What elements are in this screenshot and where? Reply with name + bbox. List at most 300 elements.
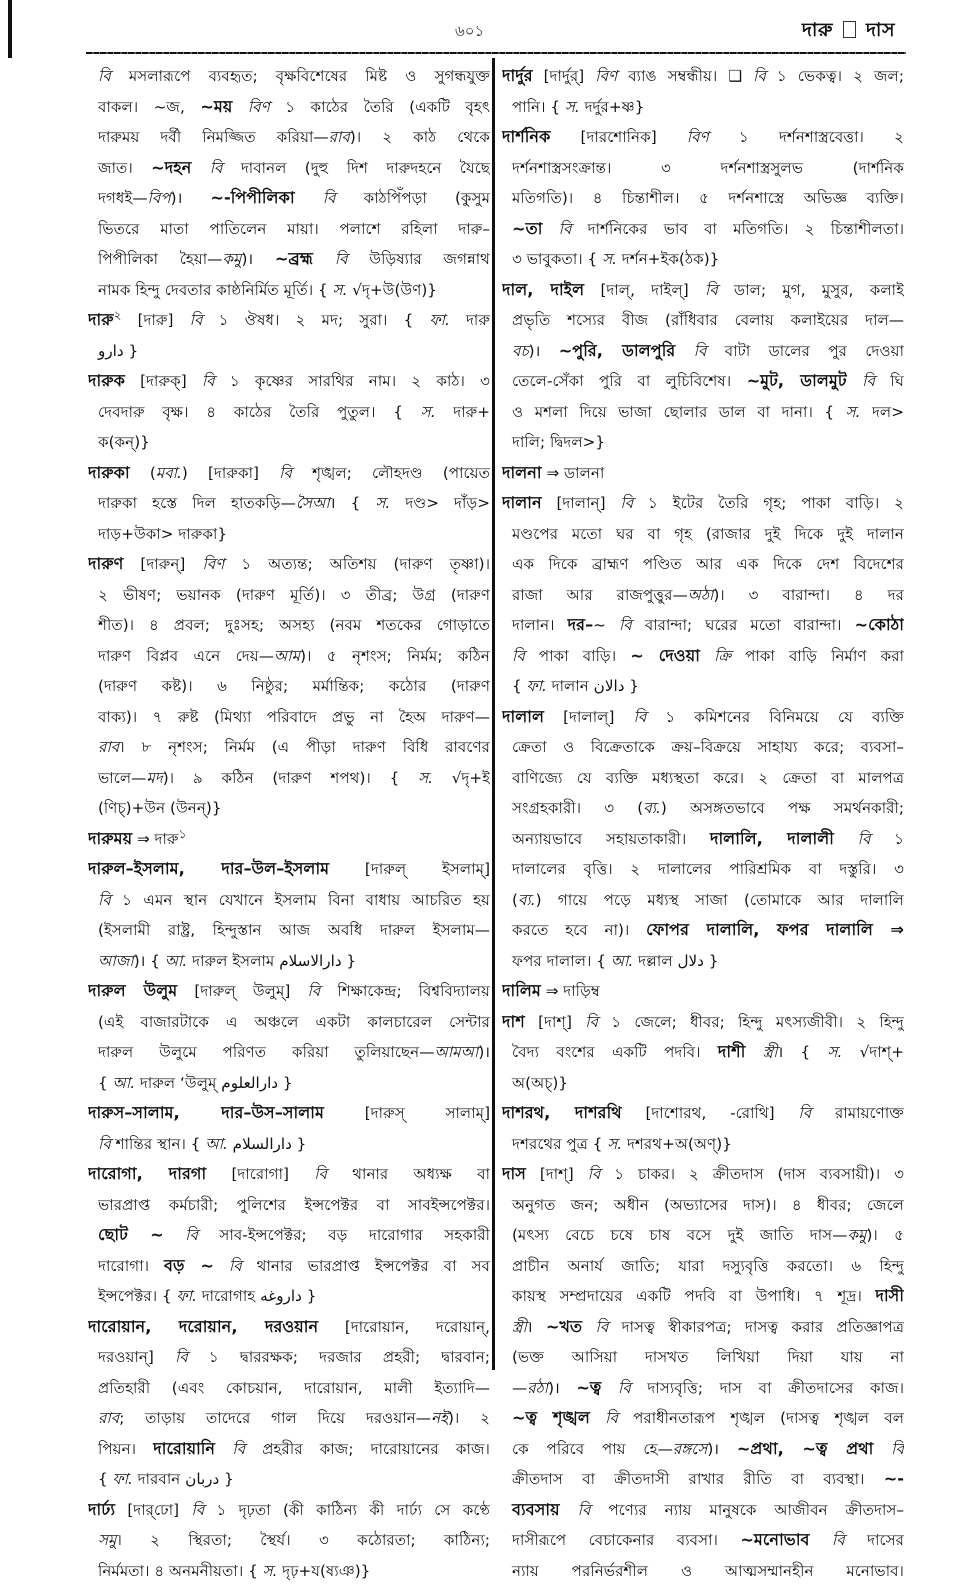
grammar-label: ফা. (429, 311, 466, 329)
dictionary-line (502, 61, 904, 92)
definition-text: দরওয়ান্] (98, 1348, 175, 1366)
grammar-label: আ. (611, 952, 638, 970)
definition-text: [দারশোনিক] (550, 128, 686, 146)
headword: দারুল–ইসলাম, দার–উল–ইসলাম (88, 859, 329, 878)
dictionary-line (88, 702, 490, 733)
headword: দারোগা, দারগা (88, 1164, 206, 1183)
definition-text: (দারুণ কষ্ট)। ৬ নিষ্ঠুর; মর্মান্তিক; কঠোর (দারুণ (98, 677, 490, 695)
dictionary-line (502, 427, 904, 458)
definition-text: )। ৫ নৃশংস; নির্মম; কঠিন (300, 647, 490, 665)
definition-text: মতিগতি)। ৪ চিন্তাশীল। ৫ দর্শনশাস্ত্রে অভিজ্ঞ ব্যক্তি। (512, 189, 904, 207)
dictionary-line (502, 458, 904, 489)
grammar-label: বি (847, 372, 891, 390)
dictionary-line (502, 610, 904, 641)
definition-text: ১ অত্যন্ত; অতিশয় (দারুণ তৃষ্ণা)। (241, 555, 490, 573)
guide-words (802, 16, 895, 48)
definition-text: দেবদারু বৃক্ষ। ৪ কাঠের তৈরি পুতুল। { (98, 403, 421, 421)
grammar-label: বি (620, 494, 648, 512)
grammar-label: বি (98, 1135, 116, 1153)
grammar-label: স. (263, 1562, 283, 1580)
definition-text: [দারোয়ান, দরোয়ান্, (318, 1318, 490, 1336)
definition-text: দারুময় দর্বী নিমজ্জিত করিয়া— (98, 128, 329, 146)
definition-text: ৩ ভাবুকতা। { (512, 250, 602, 268)
dictionary-line (502, 519, 904, 550)
definition-text: ক্রেতা ও বিক্রেতাকে ক্রয়–বিক্রয়ে সাহায্য করে; ব্যবসা– (512, 738, 904, 756)
definition-text: ⇒ দারু (132, 830, 178, 848)
grammar-label: আ. (205, 1135, 232, 1153)
definition-text: ১ ইটের তৈরি গৃহ; পাকা বাড়ি। ২ (648, 494, 904, 512)
grammar-label: স. (375, 494, 405, 512)
grammar-label: অঠা (688, 586, 714, 604)
headword: ~ত্ব শৃঙ্খল (512, 1408, 590, 1427)
definition-text: ১ দ্বাররক্ষক; দরজার প্রহরী; দ্বারবান; (209, 1348, 490, 1366)
grammar-label: রাব (98, 1409, 119, 1427)
headword: দাশরথ, দাশরথি (502, 1103, 622, 1122)
definition-text: دارالسلام } (233, 1135, 307, 1153)
dictionary-line (502, 122, 904, 153)
grammar-label: সমু (98, 1531, 116, 1549)
headword: ~দহন (151, 158, 191, 177)
dictionary-line (502, 1556, 904, 1586)
definition-text: ১ কমিশনের বিনিময়ে যে ব্যক্তি (665, 708, 904, 726)
definition-text: বাটা ডালের পুর দেওয়া (725, 342, 904, 360)
definition-text: دارو } (98, 342, 138, 360)
definition-text: শীত)। ৪ প্রবল; দুঃসহ; অসহ্য (নবম শতকের গোড়াতে (98, 616, 490, 634)
grammar-label: মদ (146, 769, 162, 787)
definition-text: √দৃ+উ(উণ)} (352, 281, 437, 299)
grammar-label: রাব (329, 128, 350, 146)
grammar-label: ফা. (527, 677, 552, 695)
definition-text: বারান্দা; ঘরের মতো বারান্দা। (645, 616, 855, 634)
definition-text: )। { (134, 952, 165, 970)
headword: ব্যবসায় (512, 1500, 560, 1519)
definition-text: দালান। (512, 616, 568, 634)
grammar-label: কমু (847, 1226, 866, 1244)
dictionary-line (502, 1342, 904, 1373)
headword: দার্শনিক (502, 127, 550, 146)
headword: দাস (502, 1164, 526, 1183)
dictionary-line (502, 1007, 904, 1038)
headword: দাল, দাইল (502, 280, 584, 299)
dictionary-line (88, 1342, 490, 1373)
definition-text: দাবানল (দুহু দিশ দারুদহনে যৈছে (241, 159, 490, 177)
definition-text: )। (478, 1043, 490, 1061)
headword: ~তা (512, 219, 542, 238)
definition-text: প্রভৃতি শস্যের বীজ (রাঁধিবার বেলায় কলাইয়ের দাল— (512, 311, 904, 329)
definition-text: ঘি (890, 372, 904, 390)
dictionary-line (502, 549, 904, 580)
dictionary-line (502, 336, 904, 367)
grammar-label: বি (295, 189, 364, 207)
definition-text: দালি; দ্বিদল>} (512, 433, 605, 451)
grammar-label: বি (314, 1165, 352, 1183)
grammar-label: বি (753, 67, 777, 85)
headword: দালান (502, 493, 542, 512)
definition-text: ১ কাঠের তৈরি (একটি বৃহৎ (285, 98, 490, 116)
grammar-label: বি (560, 1501, 609, 1519)
definition-text: [দালাল্] (544, 708, 633, 726)
definition-text: { (98, 1470, 113, 1488)
grammar-label: স্ত্রী (745, 1043, 777, 1061)
dictionary-line (88, 641, 490, 672)
guide-word-last: দাস (866, 19, 895, 41)
headword: দালিম (502, 981, 541, 1000)
headword: দাসী (875, 1286, 904, 1305)
definition-text: )। (529, 342, 559, 360)
dictionary-line (88, 336, 490, 367)
headword: ছোট ~ (98, 1225, 164, 1244)
definition-text: { (512, 677, 527, 695)
definition-text: ( (512, 891, 518, 909)
dictionary-line (502, 1525, 904, 1556)
dictionary-line (502, 702, 904, 733)
definition-text: দারুল ইসলাম دارالاسلام } (192, 952, 356, 970)
definition-text: [দারু] (121, 311, 189, 329)
grammar-label: নই (431, 1409, 448, 1427)
definition-text: দশরথ+অ(অণ্)} (627, 1135, 732, 1153)
headword: ~ময় (200, 97, 232, 116)
headword: দারোয়ান, দরোয়ান, দরওয়ান (88, 1317, 318, 1336)
dictionary-line (88, 366, 490, 397)
dictionary-line (88, 549, 490, 580)
grammar-label: ব্য. (518, 891, 536, 909)
grammar-label: বি (588, 1165, 615, 1183)
headword: ~পুরি, ডালপুরি (559, 341, 676, 360)
dictionary-line (88, 61, 490, 92)
dictionary-line (88, 885, 490, 916)
dictionary-line (88, 1037, 490, 1068)
definition-text: দাসত্ব স্বীকারপত্র; দাসত্ব করার প্রতিজ্ঞাপত্র (622, 1318, 904, 1336)
definition-text: ⇒ দাড়িম্ব (541, 982, 600, 1000)
dictionary-line (502, 915, 904, 946)
headword: দারুণ (88, 554, 123, 573)
definition-text: দারুকা হস্তে দিল হাতকড়ি— (98, 494, 296, 512)
definition-text: [দার্দুর্] (533, 67, 596, 85)
grammar-label: সৈআ (296, 494, 330, 512)
dictionary-line (502, 366, 904, 397)
headword: বড় ~ (164, 1256, 214, 1275)
grammar-label: আম (274, 647, 300, 665)
definition-text: [দাশ্] (525, 1013, 585, 1031)
dictionary-line (88, 1220, 490, 1251)
grammar-label: স. (846, 403, 872, 421)
definition-text: ১ কৃষ্ণের সারথির নাম। ২ কাঠ। ৩ (230, 372, 490, 390)
grammar-label: বিণ (202, 555, 241, 573)
definition-text: [দারুন্] (123, 555, 202, 573)
definition-text: )। (241, 250, 274, 268)
headword: ~- (884, 1469, 904, 1488)
definition-text: ভালে— (98, 769, 146, 787)
dictionary-line (502, 1373, 904, 1404)
definition-text: কায়স্থ সম্প্রদায়ের একটি পদবি বা উপাধি। ৭ শূদ্র। (512, 1287, 875, 1305)
homonym-number: ২ (114, 308, 122, 322)
definition-text: ১ দর্শনশাস্ত্রবেত্তা। ২ (739, 128, 904, 146)
grammar-label: বি (191, 1501, 216, 1519)
grammar-label: স. (607, 1135, 627, 1153)
dictionary-line (88, 1312, 490, 1343)
dictionary-line (502, 1098, 904, 1129)
definition-text: দারুল ‘উলুম্ دارالعلوم } (140, 1074, 293, 1092)
definition-text: নামক হিন্দু দেবতার কাষ্ঠনির্মিত মূর্তি। { (98, 281, 333, 299)
headword: ~ব্রহ্ম (275, 249, 313, 268)
definition-text: )। ৫ (866, 1226, 904, 1244)
dictionary-line (502, 641, 904, 672)
grammar-label: আজা (98, 952, 134, 970)
grammar-label: বি (202, 372, 230, 390)
header-rule (86, 52, 906, 54)
dictionary-line (88, 275, 490, 306)
definition-text: (ভক্ত আসিয়া দাসখত লিখিয়া দিয়া যায় না (512, 1348, 904, 1366)
definition-text: ১ এমন স্থান যেখানে ইসলাম বিনা বাধায় আচরিত হয় (122, 891, 490, 909)
definition-text: । ২ স্থিরতা; স্থৈর্য। ৩ কঠোরতা; কাঠিন্য; (116, 1531, 490, 1549)
grammar-label: বি (873, 1440, 904, 1458)
dictionary-line (88, 397, 490, 428)
grammar-label: স. (827, 1043, 859, 1061)
definition-text: থানার ভারপ্রাপ্ত ইন্সপেক্টর বা সব (257, 1257, 490, 1275)
dictionary-line (88, 488, 490, 519)
definition-text: ⇒ ডালনা (542, 464, 605, 482)
grammar-label: বি (279, 464, 312, 482)
headword: দারুক (88, 371, 125, 390)
grammar-label: বি (798, 1104, 835, 1122)
definition-text: দারুণ বিপ্লব এনে দেয়— (98, 647, 274, 665)
grammar-label: বিণ (687, 128, 739, 146)
dictionary-line (502, 1068, 904, 1099)
dictionary-line (502, 244, 904, 275)
dictionary-line (502, 275, 904, 306)
headword: দার্দুর (502, 66, 533, 85)
headword: দালাল (502, 707, 544, 726)
definition-text: পাকা বাড়ি। (539, 647, 630, 665)
definition-text: ) [দারুকা] (182, 464, 279, 482)
grammar-label: বি (164, 1226, 220, 1244)
definition-text: [দারুল্ উলুম্] (177, 982, 307, 1000)
grammar-label: মবা. (156, 464, 182, 482)
dictionary-line (88, 854, 490, 885)
grammar-label: স. (421, 403, 454, 421)
grammar-label: বি (675, 342, 724, 360)
definition-text: )। (171, 189, 211, 207)
dictionary-line (502, 153, 904, 184)
dictionary-line (88, 427, 490, 458)
dictionary-line (88, 671, 490, 702)
definition-text: নির্মমতা। ৪ অনমনীয়তা। { (98, 1562, 263, 1580)
headword: ~ত্ব (576, 1378, 601, 1397)
grammar-label: বিণ (232, 98, 285, 116)
dictionary-line (88, 1159, 490, 1190)
headword: ~কোঠা (855, 615, 905, 634)
dictionary-line (502, 824, 904, 855)
dictionary-line (88, 214, 490, 245)
definition-text: দল্লাল دلال } (638, 952, 718, 970)
dictionary-line (88, 458, 490, 489)
grammar-label: বি (582, 1318, 621, 1336)
definition-text: )। ২ কাঠ থেকে (350, 128, 490, 146)
headword: দারুল উলুম (88, 981, 177, 1000)
dictionary-line (88, 122, 490, 153)
definition-text: দালান دالان } (552, 677, 639, 695)
dictionary-line (502, 1464, 904, 1495)
dictionary-line (502, 580, 904, 611)
definition-text: অনুগত জন; অধীন (অভ্যাসের দাস)। ৪ ধীবর; জেলে (512, 1196, 904, 1214)
dictionary-line (88, 519, 490, 550)
dictionary-line (88, 946, 490, 977)
dictionary-line (88, 1434, 490, 1465)
definition-text: রাজা আর রাজপুত্তুর— (512, 586, 688, 604)
dictionary-line (88, 610, 490, 641)
grammar-label: বি (585, 1013, 611, 1031)
dictionary-line (502, 946, 904, 977)
definition-text: অ(অচ্)} (512, 1074, 568, 1092)
definition-text: ভিতরে মাতা পাতিলেন মায়া। পলাশে রহিলা দারু– (98, 220, 490, 238)
grammar-label: বচ (512, 342, 529, 360)
definition-text: পিপীলিকা হৈয়া— (98, 250, 222, 268)
definition-text: বাকল। ~জ, (98, 98, 200, 116)
right-column (502, 61, 904, 1586)
dictionary-line (502, 1281, 904, 1312)
definition-text: দারবান دربان } (138, 1470, 234, 1488)
headword: ~মুট, ডালমুট (747, 371, 847, 390)
definition-text: বাক্য)। ৭ রুষ্ট (মিথ্যা পরিবাদে প্রভু না হৈঅ দারুণ— (98, 708, 490, 726)
headword: দালালি, দালালী (710, 829, 834, 848)
grammar-label: বি (810, 1531, 868, 1549)
guide-word-first: দারু (802, 19, 833, 41)
grammar-label: ব্য. (643, 799, 661, 817)
definition-text: দারোগা। (98, 1257, 164, 1275)
headword: দারু (88, 310, 114, 329)
dictionary-line (502, 1251, 904, 1282)
grammar-label: আমআ (434, 1043, 478, 1061)
dictionary-line (88, 305, 490, 336)
definition-text: [দালান্] (542, 494, 621, 512)
definition-text: পরাধীনতারূপ শৃঙ্খল (দাসত্ব শৃঙ্খল বল (633, 1409, 904, 1427)
grammar-label: বি (512, 647, 539, 665)
definition-text: ; তাড়ায় তাদেরে গাল দিয়ে দরওয়ান— (119, 1409, 431, 1427)
definition-text: ১ (894, 830, 904, 848)
dictionary-line (88, 244, 490, 275)
dictionary-line (502, 1434, 904, 1465)
dictionary-line (502, 1312, 904, 1343)
definition-text: ১ চাকর। ২ ক্রীতদাস (দাস ব্যবসায়ী)। ৩ (614, 1165, 904, 1183)
grammar-label: বি (98, 67, 129, 85)
grammar-label: বিণ (595, 67, 628, 85)
definition-text: ব্যাঙ সম্বন্ধীয়। ❑ (628, 67, 753, 85)
definition-text: ফপর দালাল। { (512, 952, 611, 970)
dictionary-line (88, 1525, 490, 1556)
headword: দাশ (502, 1012, 525, 1031)
definition-text: মসলারূপে ব্যবহৃত; বৃক্ষবিশেষের মিষ্ট ও সুগন্ধযুক্ত (129, 67, 490, 85)
definition-text: প্রহরীর কাজ; দারোয়ানের কাজ। (262, 1440, 490, 1458)
definition-text: সাব-ইন্সপেক্টর; বড় দারোগার সহকারী (219, 1226, 490, 1244)
headword: ~প্রথা, ~ত্ব প্রথা (737, 1439, 874, 1458)
definition-text: ভারপ্রাপ্ত কর্মচারী; পুলিশের ইন্সপেক্টর বা সাবইন্সপেক্টর। (98, 1196, 490, 1214)
dictionary-line (88, 1464, 490, 1495)
definition-text: (এই বাজারটাকে এ অঞ্চলে একটা কালচারেল সেন্টার (98, 1013, 490, 1031)
definition-text: দল> (872, 403, 904, 421)
definition-text: ১ জেলে; ধীবর; হিন্দু মৎস্যজীবী। ২ হিন্দু (611, 1013, 904, 1031)
dictionary-line (88, 1556, 490, 1586)
dictionary-line (88, 915, 490, 946)
grammar-label: বি (313, 250, 369, 268)
dictionary-line (502, 885, 904, 916)
dictionary-line (502, 1190, 904, 1221)
definition-text: প্রাচীন অনার্য জাতি; যারা দস্যুবৃত্তি করতো। ৬ হিন্দু (512, 1257, 904, 1275)
dictionary-line (88, 183, 490, 214)
dictionary-line (88, 580, 490, 611)
definition-text: — (512, 1379, 527, 1397)
grammar-label: বি (190, 311, 219, 329)
definition-text: ১ ঔষধ। ২ মদ; সুরা। { (219, 311, 430, 329)
dictionary-line (502, 1129, 904, 1160)
dictionary-line (502, 183, 904, 214)
definition-text: কাঠপিঁপড়া (কুসুম (364, 189, 490, 207)
dictionary-line (502, 1403, 904, 1434)
definition-text: দাসীরূপে বেচাকেনার ব্যবসা। (512, 1531, 740, 1549)
grammar-label: ক্রি (700, 647, 745, 665)
definition-text: দাসের (867, 1531, 904, 1549)
grammar-label: ফা. (113, 1470, 138, 1488)
definition-text: [দার্‌ঢো] (115, 1501, 191, 1519)
definition-text: জাত। (98, 159, 151, 177)
grammar-label: স্ত্রী (512, 1318, 527, 1336)
dictionary-line (88, 793, 490, 824)
grammar-label: বি (601, 1379, 647, 1397)
dictionary-line (502, 92, 904, 123)
definition-text: ক্রীতদাস বা ক্রীতদাসী রাখার রীতি বা ব্যবস্থা। (512, 1470, 884, 1488)
dictionary-line (502, 976, 904, 1007)
dictionary-line (88, 1373, 490, 1404)
grammar-label: আ. (165, 952, 192, 970)
dictionary-line (502, 488, 904, 519)
definition-text: )। (548, 1379, 576, 1397)
dictionary-line (502, 305, 904, 336)
definition-text: শৃঙ্খল; লৌহদণ্ড (পায়েত (312, 464, 490, 482)
definition-text: [দাল্, দাইল্] (584, 281, 705, 299)
definition-text: )। ৯ কঠিন (দারুণ শপথ)। { (163, 769, 418, 787)
dictionary-line (88, 1281, 490, 1312)
dictionary-line (88, 1495, 490, 1526)
grammar-label: বি (633, 708, 665, 726)
headword: ~মনোভাব (740, 1530, 809, 1549)
definition-text: [দারুল্ ইসলাম্] (329, 860, 490, 878)
headword: দারুস–সালাম, দার–উস–সালাম (88, 1103, 324, 1122)
dictionary-line (88, 976, 490, 1007)
guide-separator-box (843, 21, 856, 38)
definition-text: এক দিকে ব্রাহ্মণ পণ্ডিত আর এক দিকে দেশ বিদেশের (512, 555, 904, 573)
definition-text: (ইসলামী রাষ্ট্র, হিন্দুস্তান আজ অবধি দারুল ইসলাম— (98, 921, 490, 939)
dictionary-line (88, 153, 490, 184)
definition-text: দর্শন+ইক(ঠক)} (622, 250, 720, 268)
definition-text: ক(কন্)} (98, 433, 150, 451)
grammar-label: বি (98, 891, 122, 909)
dictionary-line (502, 1037, 904, 1068)
definition-text: ন্যায় পরনির্ভরশীল ও আত্মসম্মানহীন মনোভাব। (512, 1562, 904, 1580)
dictionary-line (88, 824, 490, 855)
dictionary-line (88, 92, 490, 123)
left-column (88, 61, 490, 1586)
grammar-label: বিপ (148, 189, 171, 207)
definition-text: মণ্ডপের মতো ঘর বা গৃহ (রাজার দুই দিকে দুই দালান (512, 525, 904, 543)
headword: দারুময় (88, 829, 132, 848)
definition-text: । { (330, 494, 376, 512)
definition-text: √দাশ্+ (860, 1043, 904, 1061)
definition-text: তেলে-সেঁকা পুরি বা লুচিবিশেষ। (512, 372, 747, 390)
dictionary-line (88, 732, 490, 763)
definition-text: দালালের বৃত্তি। ২ দালালের পারিশ্রমিক বা দস্তুরি। ৩ (512, 860, 904, 878)
definition-text: দার্শনিকের ভাব বা মতিগতি। ২ চিন্তাশীলতা। (588, 220, 904, 238)
definition-text: পণ্যের ন্যায় মানুষকে আজীবন ক্রীতদাস– (608, 1501, 904, 1519)
dictionary-line (88, 1190, 490, 1221)
